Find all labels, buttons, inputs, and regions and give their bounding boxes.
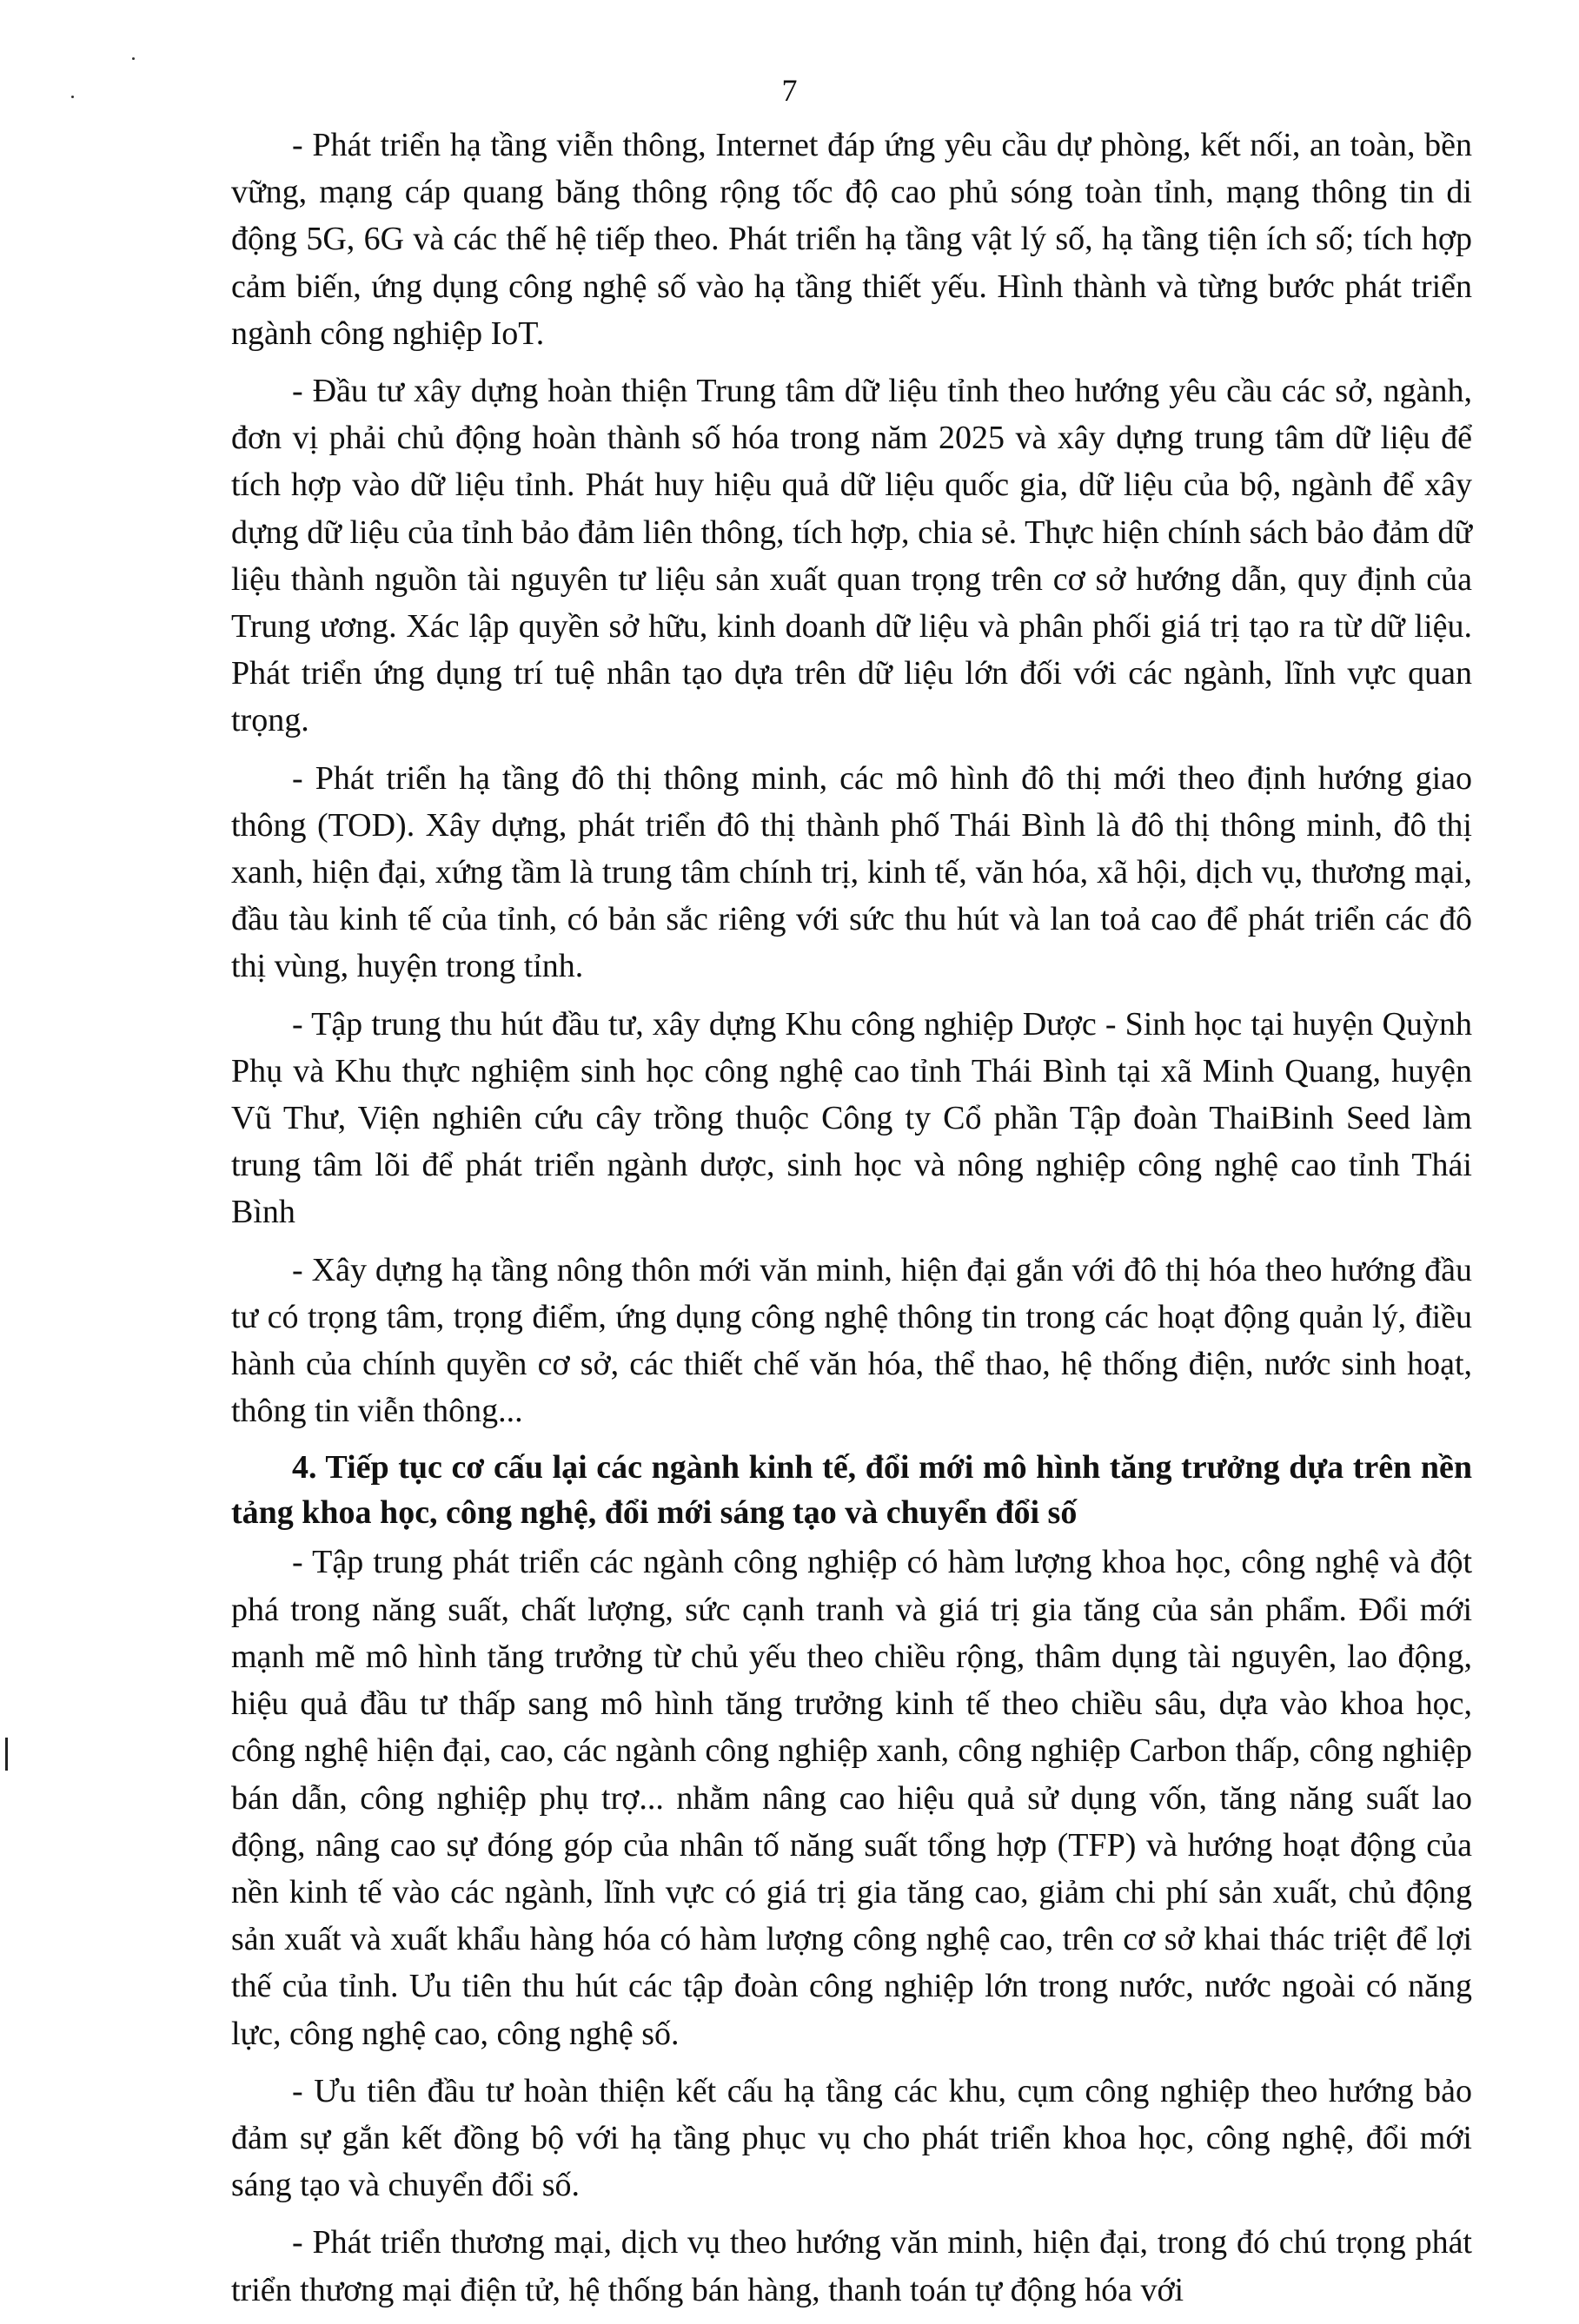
paragraph-industrial-zone-infrastructure: - Ưu tiên đầu tư hoàn thiện kết cấu hạ tầng các khu, cụm công nghiệp theo hướng bảo đảm sự gắn kết đồng bộ với hạ tầng phục vụ cho phát triển khoa học, công nghệ, đổi mới sáng tạo và chuyển đổi số. [231, 2072, 1472, 2204]
scan-speck [132, 57, 135, 60]
paragraph-biotech-industrial-park: - Tập trung thu hút đầu tư, xây dựng Khu công nghiệp Dược - Sinh học tại huyện Quỳnh Phụ và Khu thực nghiệm sinh học công nghệ cao tỉnh Thái Bình tại xã Minh Quang, huyện Vũ Thư, Viện nghiên cứu cây trồng thuộc Công ty Cổ phần Tập đoàn ThaiBinh Seed làm trung tâm lõi để phát triển ngành dược, sinh học và nông nghiệp công nghệ cao tỉnh Thái Bình [231, 1005, 1472, 1231]
paragraph-rural-infrastructure: - Xây dựng hạ tầng nông thôn mới văn minh, hiện đại gắn với đô thị hóa theo hướng đầu tư có trọng tâm, trọng điểm, ứng dụng công nghệ thông tin trong các hoạt động quản lý, điều hành của chính quyền cơ sở, các thiết chế văn hóa, thể thao, hệ thống điện, nước sinh hoạt, thông tin viễn thông... [231, 1251, 1472, 1430]
paragraph-high-tech-industries: - Tập trung phát triển các ngành công nghiệp có hàm lượng khoa học, công nghệ và đột phá trong năng suất, chất lượng, sức cạnh tranh và giá trị gia tăng của sản phẩm. Đổi mới mạnh mẽ mô hình tăng trưởng từ chủ yếu theo chiều rộng, thâm dụng tài nguyên, lao động, hiệu quả đầu tư thấp sang mô hình tăng trưởng kinh tế theo chiều sâu, dựa vào khoa học, công nghệ hiện đại, cao, các ngành công nghiệp xanh, công nghiệp Carbon thấp, công nghiệp bán dẫn, công nghiệp phụ trợ... nhằm nâng cao hiệu quả sử dụng vốn, tăng năng suất lao động, nâng cao sự đóng góp của nhân tố năng suất tổng hợp (TFP) và hướng hoạt động của nền kinh tế vào các ngành, lĩnh vực có giá trị gia tăng cao, giảm chi phí sản xuất, chủ động sản xuất và xuất khẩu hàng hóa có hàm lượng công nghệ cao, trên cơ sở khai thác triệt để lợi thế của tỉnh. Ưu tiên thu hút các tập đoàn công nghiệp lớn trong nước, nước ngoài có năng lực, công nghệ cao, công nghệ số. [231, 1544, 1472, 2052]
paragraph-trade-services: - Phát triển thương mại, dịch vụ theo hướng văn minh, hiện đại, trong đó chú trọng phát triển thương mại điện tử, hệ thống bán hàng, thanh toán tự động hóa với [231, 2224, 1472, 2308]
page-number: 7 [781, 73, 798, 108]
document-body [231, 122, 1472, 2324]
paragraph-data-center: - Đầu tư xây dựng hoàn thiện Trung tâm dữ liệu tỉnh theo hướng yêu cầu các sở, ngành, đơn vị phải chủ động hoàn thành số hóa trong năm 2025 và xây dựng trung tâm dữ liệu để tích hợp vào dữ liệu tỉnh. Phát huy hiệu quả dữ liệu quốc gia, dữ liệu của bộ, ngành để xây dựng dữ liệu của tỉnh bảo đảm liên thông, tích hợp, chia sẻ. Thực hiện chính sách bảo đảm dữ liệu thành nguồn tài nguyên tư liệu sản xuất quan trọng trên cơ sở hướng dẫn, quy định của Trung ương. Xác lập quyền sở hữu, kinh doanh dữ liệu và phân phối giá trị tạo ra từ dữ liệu. Phát triển ứng dụng trí tuệ nhân tạo dựa trên dữ liệu lớn đối với các ngành, lĩnh vực quan trọng. [231, 373, 1472, 739]
paragraph-telecom-infrastructure: - Phát triển hạ tầng viễn thông, Internet đáp ứng yêu cầu dự phòng, kết nối, an toàn, bền vững, mạng cáp quang băng thông rộng tốc độ cao phủ sóng toàn tỉnh, mạng thông tin di động 5G, 6G và các thế hệ tiếp theo. Phát triển hạ tầng vật lý số, hạ tầng tiện ích số; tích hợp cảm biến, ứng dụng công nghệ số vào hạ tầng thiết yếu. Hình thành và từng bước phát triển ngành công nghiệp IoT. [231, 127, 1472, 352]
paragraph-smart-city: - Phát triển hạ tầng đô thị thông minh, các mô hình đô thị mới theo định hướng giao thông (TOD). Xây dựng, phát triển đô thị thành phố Thái Bình là đô thị thông minh, đô thị xanh, hiện đại, xứng tầm là trung tâm chính trị, kinh tế, văn hóa, xã hội, dịch vụ, thương mại, đầu tàu kinh tế của tỉnh, có bản sắc riêng với sức thu hút và lan toả cao để phát triển các đô thị vùng, huyện trong tỉnh. [231, 759, 1472, 985]
scan-edge-mark [5, 1738, 8, 1771]
section-heading: 4. Tiếp tục cơ cấu lại các ngành kinh tế, đổi mới mô hình tăng trưởng dựa trên nền tảng khoa học, công nghệ, đổi mới sáng tạo và chuyển đổi số [231, 1449, 1472, 1532]
